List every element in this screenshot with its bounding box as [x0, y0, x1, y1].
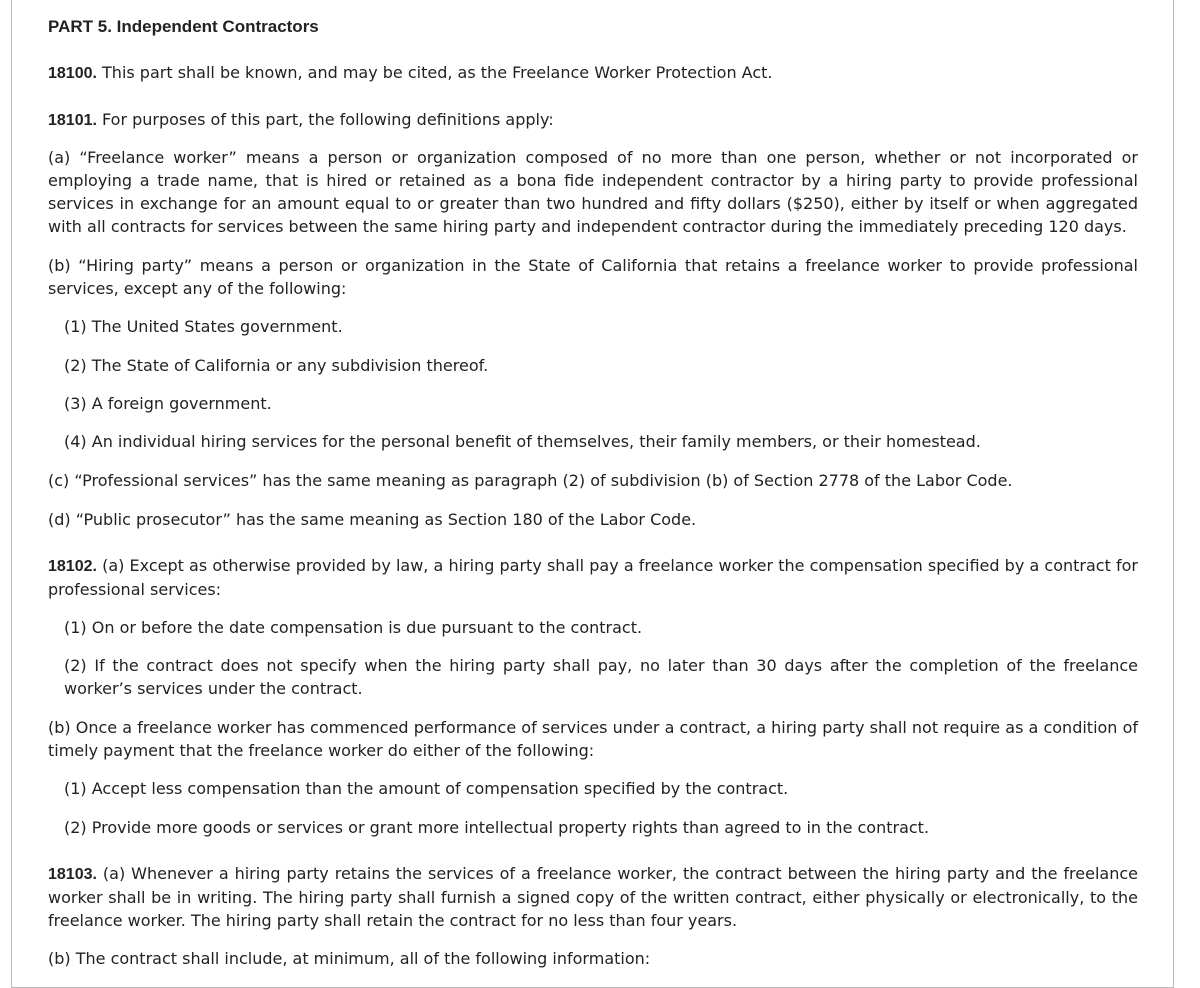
subdivision-18101-d: (d) “Public prosecutor” has the same meaning as Section 180 of the Labor Code. — [48, 510, 697, 529]
section-number: 18101. — [48, 112, 97, 129]
subdivision-18101-a: (a) “Freelance worker” means a person or organization composed of no more than one person, whether or not incorporated or employing a trade name, that is hired or retained as a bona fide independent contractor by a hiring party to provide professional services in exchange for an amount equal to or greater than two hundred and fifty dollars ($250), either by itself or when aggregated with all contracts for services between the same hiring party and independent contractor during the immediately preceding 120 days. — [48, 148, 1138, 236]
paragraph-18101-b-3: (3) A foreign government. — [64, 394, 272, 413]
section-text: (a) Whenever a hiring party retains the services of a freelance worker, the contract between the hiring party and the freelance worker shall be in writing. The hiring party shall furnish a signed copy of the written contract, either physically or electronically, to the freelance worker. The hiring party shall retain the contract for no less than four years. — [48, 864, 1138, 930]
section-text: This part shall be known, and may be cited, as the Freelance Worker Protection Act. — [96, 63, 773, 82]
subdivision-18103-b: (b) The contract shall include, at minimum, all of the following information: — [48, 949, 651, 968]
subdivision-18102-b: (b) Once a freelance worker has commenced performance of services under a contract, a hiring party shall not require as a condition of timely payment that the freelance worker do either of the following: — [48, 718, 1138, 760]
paragraph-18102-b-2: (2) Provide more goods or services or grant more intellectual property rights than agreed to in the contract. — [64, 818, 930, 837]
paragraph-18101-b-4: (4) An individual hiring services for the personal benefit of themselves, their family members, or their homestead. — [64, 432, 981, 451]
paragraph-18102-a-2: (2) If the contract does not specify when the hiring party shall pay, no later than 30 days after the completion of the freelance worker’s services under the contract. — [64, 656, 1138, 698]
paragraph-18101-b-1: (1) The United States government. — [64, 317, 343, 336]
section-text: (a) Except as otherwise provided by law, a hiring party shall pay a freelance worker the compensation specified by a contract for professional services: — [48, 556, 1138, 599]
subdivision-18101-b: (b) “Hiring party” means a person or organization in the State of California that retains a freelance worker to provide professional services, except any of the following: — [48, 256, 1138, 298]
section-text: For purposes of this part, the following definitions apply: — [96, 110, 554, 129]
section-number: 18103. — [48, 866, 97, 883]
subdivision-18101-c: (c) “Professional services” has the same meaning as paragraph (2) of subdivision (b) of Section 2778 of the Labor Code. — [48, 471, 1013, 490]
paragraph-18102-a-1: (1) On or before the date compensation is due pursuant to the contract. — [64, 618, 643, 637]
section-number: 18102. — [48, 558, 97, 575]
section-18102 — [48, 554, 1138, 601]
paragraph-18102-b-1: (1) Accept less compensation than the amount of compensation specified by the contract. — [64, 779, 789, 798]
section-18101 — [48, 108, 1138, 132]
section-18103 — [48, 862, 1138, 932]
section-number: 18100. — [48, 65, 97, 82]
part-title: PART 5. Independent Contractors — [48, 17, 319, 36]
paragraph-18101-b-2: (2) The State of California or any subdivision thereof. — [64, 356, 489, 375]
section-18100 — [48, 61, 1138, 85]
